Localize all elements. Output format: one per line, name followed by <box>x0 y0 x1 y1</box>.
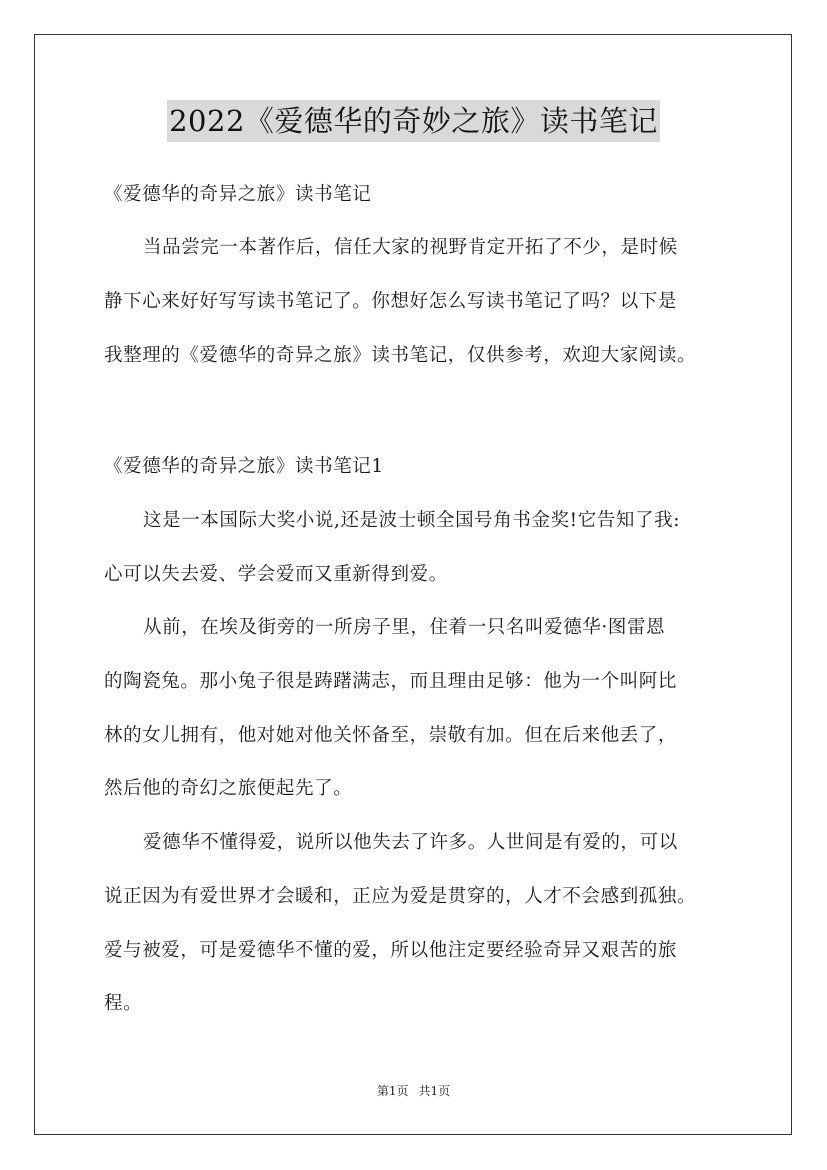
intro-line: 我整理的《爱德华的奇异之旅》读书笔记，仅供参考，欢迎大家阅读。 <box>104 345 697 366</box>
document-title: 2022《爱德华的奇妙之旅》读书笔记 <box>167 100 660 142</box>
section-heading: 《爱德华的奇异之旅》读书笔记1 <box>104 456 384 477</box>
page-number-total: 共1页 <box>418 1084 451 1098</box>
title-container <box>0 100 827 142</box>
paragraph-line: 从前，在埃及街旁的一所房子里，住着一只名叫爱德华·图雷恩 <box>143 617 666 638</box>
intro-line: 静下心来好好写写读书笔记了。你想好怎么写读书笔记了吗？以下是 <box>104 291 678 312</box>
paragraph-line: 这是一本国际大奖小说,还是波士顿全国号角书金奖!它告知了我: <box>143 510 681 531</box>
paragraph-line: 的陶瓷兔。那小兔子很是踌躇满志，而且理由足够：他为一个叫阿比 <box>104 671 678 692</box>
paragraph-line: 然后他的奇幻之旅便起先了。 <box>104 778 353 799</box>
paragraph-line: 心可以失去爱、学会爱而又重新得到爱。 <box>104 564 448 585</box>
paragraph-line: 林的女儿拥有，他对她对他关怀备至，崇敬有加。但在后来他丢了， <box>104 725 678 746</box>
intro-line: 当品尝完一本著作后，信任大家的视野肯定开拓了不少，是时候 <box>143 237 678 258</box>
paragraph-line: 程。 <box>104 993 143 1014</box>
paragraph-line: 说正因为有爱世界才会暖和，正应为爱是贯穿的，人才不会感到孤独。 <box>104 886 697 907</box>
intro-heading: 《爱德华的奇异之旅》读书笔记 <box>104 184 372 205</box>
page-number-current: 第1页 <box>376 1084 409 1098</box>
paragraph-line: 爱德华不懂得爱，说所以他失去了许多。人世间是有爱的，可以 <box>143 832 678 853</box>
paragraph-line: 爱与被爱，可是爱德华不懂的爱，所以他注定要经验奇异又艰苦的旅 <box>104 940 678 961</box>
page-footer <box>0 1083 827 1099</box>
